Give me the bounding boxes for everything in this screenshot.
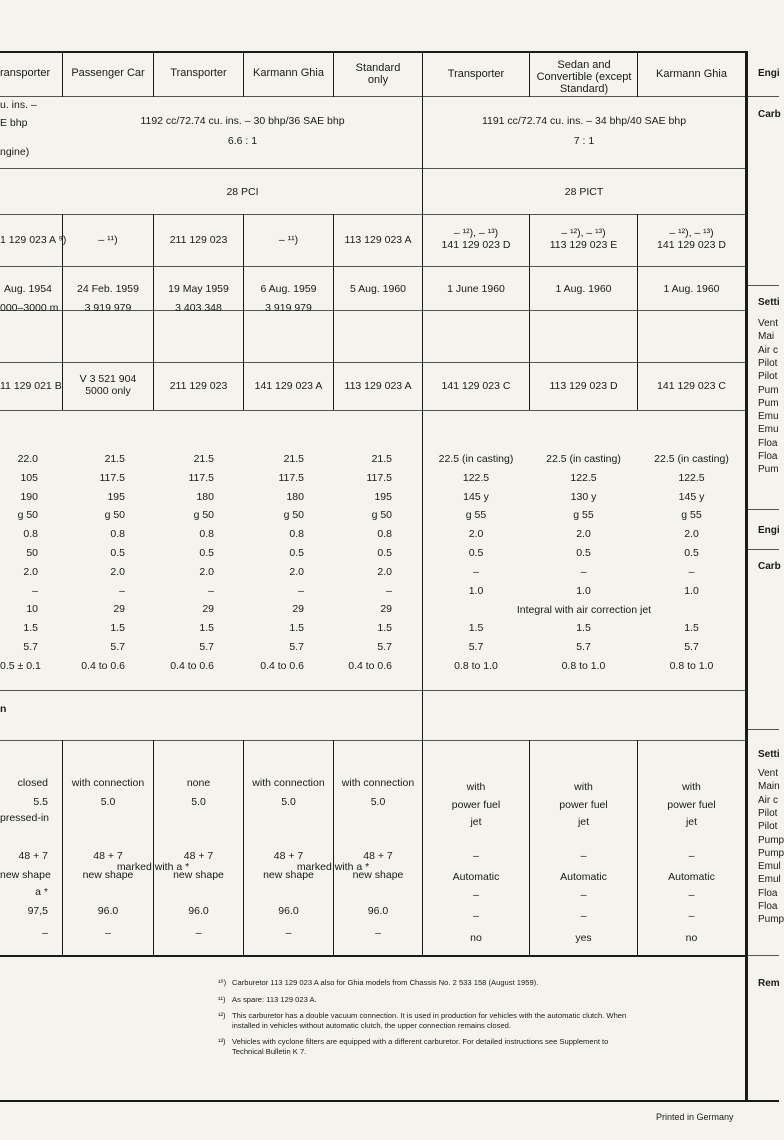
settings-value: 21.5 [104,453,125,465]
settings-value: 2.0 [377,565,392,578]
settings-value: 130 y [570,490,597,503]
settings-value: 1.5 [684,622,699,635]
adj-rule [748,955,779,956]
settings-value: 22.5 (in casting) [438,453,514,465]
header-transporter-2: Transporter [447,68,505,80]
part-cell-4: 113 129 023 A [344,234,412,246]
settings-value: 5.7 [23,641,38,653]
settings-value: g 55 [681,509,702,522]
footnote-key: ¹¹) [218,994,226,1004]
footnote [218,995,638,1005]
rule-engine [0,168,745,169]
settings-value: 122.5 [462,471,490,484]
rule-settings-2 [0,740,745,741]
lower-value: 48 + 7 [273,850,304,862]
lower-value: – [42,927,48,939]
settings-value: 0.5 [289,547,304,559]
adj-setting-item: Floa [758,437,778,449]
settings-value: 1.0 [576,584,591,597]
col-divider-4 [333,51,334,97]
lower-value: 5.0 [370,796,386,808]
settings-value: 0.8 to 1.0 [669,659,714,672]
engine-left-line-3: ngine) [0,146,30,158]
lower-value: new shape [263,869,314,881]
header-passenger-car: Passenger Car [71,67,145,79]
lower-value: – [375,927,381,939]
adj-setting-item: Vent [758,768,779,779]
adj-carb-label: Carb [758,109,781,120]
settings-value: 117.5 [278,471,304,484]
settings-value: g 55 [573,509,594,522]
date-cell-5: 1 June 1960 [447,283,505,295]
lower-value: 96.0 [188,905,209,917]
settings-value: – [119,584,125,597]
settings-value: g 50 [193,509,214,522]
lower-value: none [186,777,211,789]
lower-value: Automatic [452,871,500,883]
adj-setting-item: Emul [758,861,781,873]
settings-value: g 50 [283,509,304,522]
adj-setting-item: Pum [758,397,779,409]
col-divider-2c [153,740,154,955]
adj-setting-item: Pilot [758,357,778,369]
settings-value: – [32,584,38,597]
settings-value: 180 [196,490,214,503]
settings-value: 22.0 [17,453,38,465]
date-cell-4: 5 Aug. 1960 [349,283,407,295]
footnote-text: Vehicles with cyclone filters are equipped with a different carburetor. For detailed instructions see Supplement to Technical Bulletin K 7. [232,1037,609,1056]
rule-spare [0,410,745,411]
lower-value: a * [35,886,48,898]
header-karmann-ghia: Karmann Ghia [253,67,324,79]
settings-value: g 50 [17,509,38,522]
rule-table-bottom [0,955,745,957]
lower-g2-top-7: with power fuel jet [667,781,716,828]
air-correction-note: Integral with air correction jet [516,604,652,616]
settings-value: 1.5 [576,622,591,635]
footnote [218,1037,638,1056]
header-karmann-ghia-2: Karmann Ghia [656,68,727,80]
lower-value: 5.5 [33,796,48,808]
settings-value: 0.5 ± 0.1 [0,659,41,672]
settings-value: 0.4 to 0.6 [170,659,214,672]
adj-rule [748,509,779,510]
lower-value: new shape [173,869,224,881]
settings-value: 117.5 [188,471,214,484]
spare-cell-7: 141 129 023 C [657,380,726,392]
lower-value: – [580,910,587,922]
adj-setting-item: Floa [758,901,778,912]
settings-value: 0.8 to 1.0 [561,659,606,672]
lower-value: – [688,910,695,922]
footnote-text: Carburetor 113 129 023 A also for Ghia models from Chassis No. 2 533 158 (August 1959). [232,978,539,987]
col-divider-1c [62,740,63,955]
settings-value: 0.5 [110,547,125,559]
settings-value: g 50 [104,509,125,522]
settings-value: 1.5 [23,622,38,635]
settings-value: – [208,584,214,597]
date-cell-2: 19 May 1959 [168,283,229,295]
settings-value: 5.7 [468,641,484,653]
chassis-cell-2: 3 403 348 [175,302,222,314]
adjacent-page [748,51,784,1100]
adj-setting-item: Emu [758,424,779,436]
settings-value: – [688,565,695,578]
lower-value: yes [575,932,592,944]
engine-group2-spec: 1191 cc/72.74 cu. ins. – 34 bhp/40 SAE bhp [481,115,687,127]
part-cell-2: 211 129 023 [169,234,228,246]
lower-value: – [580,850,587,862]
rule-page-bottom [0,1100,779,1102]
settings-value: 29 [113,603,125,616]
settings-value: 0.8 [199,528,214,541]
footnote [218,978,638,988]
settings-value: 1.0 [684,584,699,597]
settings-value: – [473,565,479,578]
date-cell-3: 6 Aug. 1959 [260,283,317,295]
lower-value: – [473,910,479,922]
lower-g2-top-5: with power fuel jet [451,781,501,828]
settings-value: 5.7 [199,641,214,653]
lower-value: Automatic [560,871,607,883]
lower-value: 48 + 7 [363,850,393,862]
lower-value: – [105,927,111,939]
col-divider-6c [529,740,530,955]
lower-value: with connection [341,777,415,789]
settings-value: 1.5 [199,622,214,635]
settings-value: 5.7 [576,641,591,653]
adj-setting-item: Air c [758,344,778,356]
settings-value: 10 [26,603,38,616]
lower-value: 5.0 [191,796,206,808]
adj-setting-item: Air c [758,794,778,806]
lower-value: with connection [252,777,325,789]
settings-value: 105 [20,471,38,484]
settings-value: 22.5 (in casting) [546,453,621,465]
adj-rule [748,285,779,286]
settings-value: 0.5 [576,547,591,559]
adj-setting-item: Pump [758,847,784,859]
part-cell-6: – ¹²), – ¹³) 113 129 023 E [549,227,618,251]
settings-value: 0.4 to 0.6 [348,659,392,672]
settings-value: – [298,584,304,597]
settings-value: 1.5 [110,622,125,635]
footnote-key: ¹⁰) [218,978,227,987]
footnote-text: This carburetor has a double vacuum connection. It is used in production for vehicles with the automatic clutch. When installed in vehicles without automatic clutch, the upper connection remains closed. [232,1011,627,1030]
adj-setting-item: Pilot [758,821,778,833]
adj-setting-item: Pum [758,464,779,476]
section-marker-n: n [0,703,7,715]
header-transporter-left: ransporter [0,67,51,79]
part-cell-5: – ¹²), – ¹³) 141 129 023 D [441,227,511,251]
date-cell-7: 1 Aug. 1960 [663,283,720,295]
footer-printed: Printed in Germany [656,1112,734,1122]
rule-chassis [0,362,745,363]
settings-value: 2.0 [199,565,214,578]
settings-value: 0.5 [377,547,392,559]
settings-value: 0.5 [684,547,699,559]
adj-settings-title-2: Setti [758,749,780,760]
settings-value: 180 [286,490,304,503]
settings-value: 21.5 [193,453,214,465]
settings-value: 2.0 [289,565,304,578]
spare-cell-0: 11 129 021 B [0,380,62,392]
settings-value: 1.5 [377,622,392,635]
settings-value: 5.7 [289,641,304,653]
lower-value: no [470,932,482,944]
adj-carb-label-2: Carb [758,561,781,572]
settings-value: g 55 [465,509,487,522]
col-divider-3c [243,740,244,955]
rule-settings-top [0,690,745,691]
lower-value: no [685,932,698,944]
lower-value: new shape [0,869,51,881]
settings-value: 190 [20,490,38,503]
settings-value: 117.5 [366,471,392,484]
spare-cell-5: 141 129 023 C [441,380,511,392]
lower-value: – [688,889,695,901]
lower-value: 48 + 7 [183,850,214,862]
settings-value: – [580,565,587,578]
lower-value: 96.0 [97,905,119,917]
lower-value: 96.0 [278,905,299,917]
lower-value: Automatic [668,871,715,883]
lower-value: – [473,889,479,901]
lower-g2-top-6: with power fuel jet [559,781,608,828]
engine-left-line-1: u. ins. – [0,99,37,111]
spare-cell-2: 211 129 023 [169,380,228,392]
lower-value: new shape [352,869,404,881]
marked-note-1: marked with a * [116,861,190,873]
lower-value: 96.0 [367,905,389,917]
rule-part [0,266,745,267]
part-cell-0: 1 129 023 A ⁹) [0,234,67,246]
settings-value: 29 [380,603,392,616]
engine-group1-ratio: 6.6 : 1 [227,135,258,147]
settings-value: 122.5 [678,471,705,484]
settings-value: 122.5 [570,471,597,484]
lower-value: – [285,927,292,939]
date-cell-1: 24 Feb. 1959 [77,283,139,295]
settings-value: 1.5 [468,622,484,635]
settings-value: 5.7 [684,641,699,653]
settings-value: 21.5 [283,453,304,465]
settings-value: 0.4 to 0.6 [260,659,304,672]
spare-cell-6: 113 129 023 D [549,380,618,392]
date-cell-6: 1 Aug. 1960 [555,283,612,295]
settings-value: g 50 [371,509,392,522]
adj-setting-item: Mai [758,331,775,343]
lower-value: new shape [82,869,134,881]
lower-value: 48 + 7 [18,850,48,862]
adj-setting-item: Pump [758,914,784,926]
settings-value: 5.7 [377,641,392,653]
adj-setting-item: Pump [758,834,784,846]
marked-note-2: marked with a * [296,861,370,873]
header-standard-only: Standard only [355,62,401,86]
lower-value: 48 + 7 [93,850,123,862]
settings-value: 5.7 [110,641,125,653]
settings-value: – [386,584,392,597]
settings-value: 2.0 [576,528,591,541]
adj-setting-item: Floa [758,451,778,462]
settings-value: 22.5 (in casting) [654,453,729,465]
settings-value: 0.8 [23,528,38,541]
rule-carb [0,214,745,215]
settings-value: 0.8 [377,528,392,541]
settings-value: 0.5 [199,547,214,559]
settings-value: 2.0 [23,565,38,578]
lower-value: closed [17,777,48,789]
spare-cell-1: V 3 521 904 5000 only [79,373,137,397]
settings-value: 0.8 [289,528,304,541]
adj-setting-item: Vent [758,318,779,329]
engine-left-line-2: E bhp [0,117,28,129]
adj-rule [748,96,779,97]
lower-value: – [195,927,202,939]
settings-value: 2.0 [468,528,484,541]
col-divider-7c [637,740,638,955]
date-cell-0: Aug. 1954 [4,283,52,295]
adj-setting-item: Floa [758,887,778,899]
settings-value: 29 [202,603,214,616]
settings-value: 0.5 [468,547,484,559]
chassis-cell-1: 3 919 979 [84,302,132,314]
chassis-cell-3: 3 919 979 [265,302,312,314]
adj-setting-item: Pum [758,384,779,396]
settings-value: 21.5 [371,453,392,465]
settings-value: 29 [292,603,304,616]
settings-value: 1.0 [468,584,484,597]
adj-rule [748,549,779,550]
settings-value: 195 [374,490,392,503]
header-sedan-convertible: Sedan and Convertible (except Standard) [536,59,632,95]
part-cell-7: – ¹²), – ¹³) 141 129 023 D [657,227,726,251]
settings-value: 145 y [678,490,705,503]
settings-value: 195 [107,490,125,503]
footnote-key: ¹³) [218,1037,226,1047]
lower-value: – [473,850,479,862]
lower-value: 97,5 [27,905,48,917]
settings-value: 50 [26,547,38,559]
chassis-cell-0: 000–3000 m [0,302,59,314]
engine-group1-spec: 1192 cc/72.74 cu. ins. – 30 bhp/36 SAE bhp [140,115,345,127]
part-cell-3: – ¹¹) [278,234,299,246]
settings-value: 2.0 [684,528,699,541]
footnote-key: ¹²) [218,1011,226,1021]
settings-value: 0.8 [110,528,125,541]
lower-value: with connection [71,777,145,789]
adj-engine-label-2: Engi [758,525,780,536]
lower-value: 5.0 [281,796,296,808]
adj-setting-item: Main [758,781,780,793]
lower-value: – [580,889,587,901]
col-divider-4c [333,740,334,955]
settings-value: 0.4 to 0.6 [81,659,125,672]
adj-setting-item: Pilot [758,371,778,383]
adj-setting-item: Emu [758,411,779,423]
rule-header [0,96,745,97]
adj-engine-label: Engi [758,68,780,79]
carb-type-group2: 28 PICT [564,186,604,198]
lower-value: pressed-in [0,812,50,824]
settings-value: 0.8 to 1.0 [454,659,498,672]
settings-value: 145 y [463,490,489,503]
adj-rule [748,729,779,730]
col-divider-6 [529,51,530,97]
spare-cell-4: 113 129 023 A [344,380,412,392]
lower-value: – [688,850,695,862]
lower-value: 5.0 [100,796,116,808]
settings-value: 1.5 [289,622,304,635]
part-cell-1: – ¹¹) [98,234,118,246]
footnote [218,1011,638,1030]
adj-remarks-label: Rem [758,978,780,989]
adj-setting-item: Pilot [758,807,778,819]
engine-group2-ratio: 7 : 1 [573,135,595,147]
header-transporter: Transporter [170,67,227,79]
footnotes [218,978,638,1064]
carb-type-group1: 28 PCI [226,186,259,198]
settings-value: 117.5 [99,471,125,484]
rule-top [0,51,745,53]
spare-cell-3: 141 129 023 A [254,380,323,392]
settings-value: 2.0 [110,565,125,578]
adj-setting-item: Emul [758,874,781,886]
footnote-text: As spare: 113 129 023 A. [232,994,317,1004]
adj-settings-title: Setti [758,297,780,308]
